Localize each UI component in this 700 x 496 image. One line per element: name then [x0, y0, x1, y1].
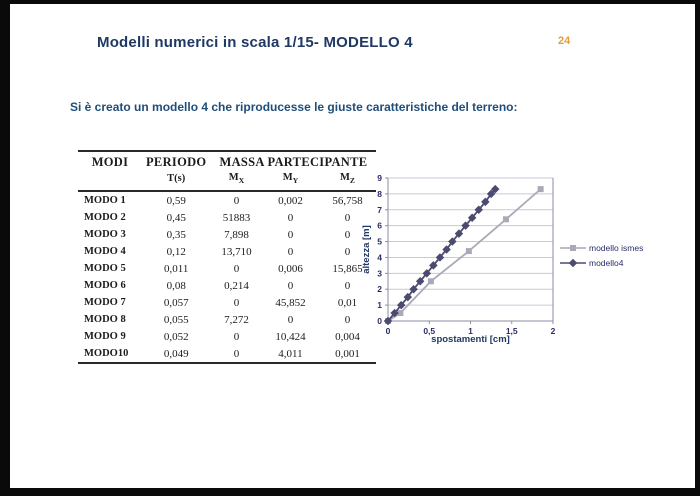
page-number: 24	[558, 35, 571, 47]
table-row	[78, 226, 376, 243]
x-axis-title: spostamenti [cm]	[431, 334, 510, 345]
y-tick-label: 8	[377, 188, 382, 199]
value-cell: 10,424	[275, 330, 306, 343]
value-cell: 0	[233, 194, 240, 207]
value-cell: 13,710	[221, 245, 252, 258]
legend-marker	[569, 259, 577, 267]
slide	[10, 4, 695, 488]
value-cell: 0	[233, 296, 240, 309]
value-cell: 0,006	[278, 262, 303, 275]
value-cell: 0	[233, 330, 240, 343]
subtitle-text: Si è creato un modello 4 che riproducesse le giuste caratteristiche del terreno:	[70, 100, 518, 114]
modal-analysis-table	[78, 150, 376, 364]
mode-label-cell: MODO 3	[84, 229, 126, 241]
value-cell: 0	[287, 211, 294, 224]
x-tick-label: 2	[550, 326, 556, 336]
column-subheader: $M_Y$	[282, 172, 299, 186]
legend-marker	[570, 245, 576, 251]
value-cell: 0,057	[163, 296, 189, 309]
legend-label: modello4	[589, 258, 624, 268]
y-axis-title: altezza [m]	[361, 225, 372, 274]
table-row	[78, 191, 376, 209]
value-cell: 0	[233, 262, 240, 275]
table-row	[78, 243, 376, 260]
series-line-modello-ismes	[388, 189, 541, 321]
value-cell: 0	[287, 245, 294, 258]
value-cell: 15,865	[332, 262, 363, 275]
y-tick-label: 6	[377, 220, 382, 231]
value-cell: 4,011	[278, 347, 303, 360]
value-cell: 0,214	[224, 279, 249, 292]
value-cell: 0,59	[166, 194, 186, 207]
legend-label: modello ismes	[589, 243, 644, 253]
y-tick-label: 4	[377, 252, 382, 263]
table-header	[78, 151, 376, 191]
value-cell: 0	[287, 313, 294, 326]
table-row	[78, 345, 376, 363]
value-cell: 0,001	[335, 347, 360, 360]
value-cell: 0	[344, 313, 351, 326]
column-header-massa: MASSA PARTECIPANTE	[219, 155, 368, 169]
value-cell: 0,052	[163, 330, 189, 343]
mode-label-cell: MODO 9	[84, 331, 126, 343]
table-row	[78, 328, 376, 345]
y-tick-label: 7	[377, 204, 382, 215]
mode-label-cell: MODO 1	[84, 195, 126, 207]
value-cell: 51883	[222, 211, 251, 224]
x-tick-label: 0	[385, 326, 391, 336]
value-cell: 0,35	[166, 228, 186, 241]
y-tick-label: 9	[377, 173, 382, 183]
value-cell: 0	[344, 279, 351, 292]
chart-canvas	[360, 164, 700, 374]
table-row	[78, 209, 376, 226]
table-row	[78, 311, 376, 328]
value-cell: 0	[233, 347, 240, 360]
value-cell: 7,272	[224, 313, 249, 326]
value-cell: 0,049	[163, 347, 189, 360]
series-marker	[466, 248, 472, 254]
mode-label-cell: MODO 6	[84, 280, 126, 292]
y-tick-label: 5	[377, 236, 382, 247]
value-cell: 0,08	[166, 279, 186, 292]
column-subheader-empty	[78, 171, 142, 191]
table-row	[78, 294, 376, 311]
value-cell: 0,12	[166, 245, 186, 258]
table-row	[78, 260, 376, 277]
value-cell: 0,002	[278, 194, 303, 207]
table-body	[78, 191, 376, 363]
value-cell: 0	[287, 228, 294, 241]
mode-label-cell: MODO 7	[84, 297, 126, 309]
mode-label-cell: MODO 8	[84, 314, 126, 326]
page-title: Modelli numerici in scala 1/15- MODELLO 4	[97, 34, 413, 51]
line-chart	[360, 164, 700, 374]
value-cell: 0,45	[166, 211, 186, 224]
y-tick-label: 2	[377, 284, 382, 295]
value-cell: 0,01	[337, 296, 358, 309]
value-cell: 0	[344, 245, 351, 258]
y-tick-label: 3	[377, 268, 382, 279]
x-tick-label: 1	[468, 326, 473, 336]
mode-label-cell: MODO 5	[84, 263, 126, 275]
x-tick-label: 0,5	[423, 326, 436, 336]
mode-label-cell: MODO 4	[84, 246, 126, 258]
table-row	[78, 277, 376, 294]
column-header-periodo: PERIODO	[146, 155, 207, 169]
value-cell: 0,055	[163, 313, 189, 326]
series-marker	[538, 186, 544, 192]
value-cell: 0	[344, 228, 351, 241]
column-subheader: $M_X$	[228, 172, 245, 186]
value-cell: 0,011	[164, 262, 189, 275]
value-cell: 0	[287, 279, 294, 292]
series-marker	[428, 278, 434, 284]
value-cell: 56,758	[332, 194, 363, 207]
y-tick-label: 0	[377, 316, 382, 326]
column-header-modi: MODI	[91, 155, 129, 169]
value-cell: 0,004	[335, 330, 360, 343]
column-subheader: $M_Z$	[339, 172, 355, 186]
value-cell: 45,852	[275, 296, 306, 309]
column-subheader: T(s)	[167, 173, 186, 185]
mode-label-cell: MODO 2	[84, 212, 126, 224]
table-subheader-row	[78, 171, 376, 191]
value-cell: 7,898	[224, 228, 249, 241]
mode-label-cell: MODO10	[84, 348, 129, 360]
x-tick-label: 1,5	[505, 326, 518, 336]
value-cell: 0	[344, 211, 351, 224]
y-tick-label: 1	[377, 300, 382, 311]
series-marker	[503, 216, 509, 222]
